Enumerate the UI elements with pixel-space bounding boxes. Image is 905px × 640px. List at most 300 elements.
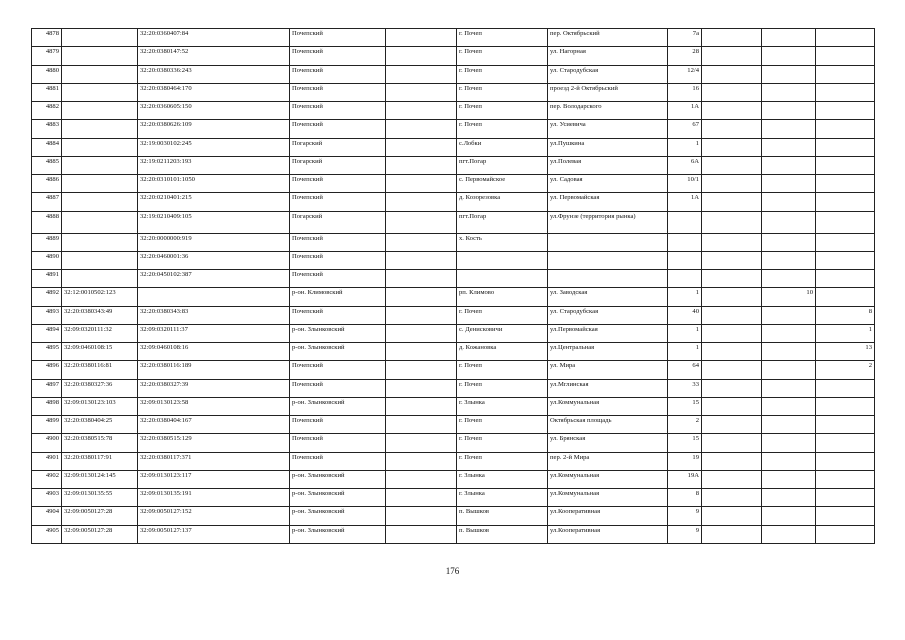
- table-cell: 32:20:0380626:109: [138, 120, 290, 138]
- table-cell: [816, 47, 875, 65]
- table-cell: 1: [668, 343, 702, 361]
- table-cell: пгт.Погар: [457, 156, 548, 174]
- table-cell: [702, 233, 762, 251]
- table-cell: [386, 251, 457, 269]
- table-cell: ул.Центральная: [548, 343, 668, 361]
- table-cell: [762, 156, 816, 174]
- table-cell: ул. Нагорная: [548, 47, 668, 65]
- table-cell: [762, 489, 816, 507]
- table-row: [32, 156, 875, 174]
- table-cell: [668, 270, 702, 288]
- table-cell: п. Вышков: [457, 507, 548, 525]
- table-cell: 16: [668, 83, 702, 101]
- table-cell: [62, 233, 138, 251]
- table-cell: 32:20:0380343:49: [62, 306, 138, 324]
- table-cell: [62, 251, 138, 269]
- table-row: [32, 324, 875, 342]
- table-cell: ул.Мглинская: [548, 379, 668, 397]
- table-cell: [762, 29, 816, 47]
- table-cell: [62, 156, 138, 174]
- table-cell: [62, 29, 138, 47]
- table-cell: 1А: [668, 193, 702, 211]
- table-cell: г. Почеп: [457, 306, 548, 324]
- table-cell: 4903: [32, 489, 62, 507]
- table-cell: Почепский: [290, 306, 386, 324]
- table-cell: [386, 233, 457, 251]
- table-cell: [762, 138, 816, 156]
- table-cell: р-он. Злынковский: [290, 343, 386, 361]
- table-cell: 4890: [32, 251, 62, 269]
- table-cell: ул. Садовая: [548, 175, 668, 193]
- table-cell: [702, 507, 762, 525]
- table-cell: 4897: [32, 379, 62, 397]
- table-cell: г. Почеп: [457, 379, 548, 397]
- table-cell: г. Почеп: [457, 361, 548, 379]
- table-row: [32, 489, 875, 507]
- table-cell: пгт.Погар: [457, 211, 548, 233]
- table-cell: Почепский: [290, 452, 386, 470]
- table-cell: 32:20:0380117:91: [62, 452, 138, 470]
- table-cell: 4881: [32, 83, 62, 101]
- table-cell: [702, 270, 762, 288]
- table-cell: [386, 156, 457, 174]
- table-cell: [548, 270, 668, 288]
- table-cell: [386, 83, 457, 101]
- table-cell: 2: [668, 416, 702, 434]
- table-cell: [702, 65, 762, 83]
- table-cell: [386, 324, 457, 342]
- table-body: [32, 29, 875, 544]
- table-cell: [548, 233, 668, 251]
- table-cell: 32:20:0380404:167: [138, 416, 290, 434]
- table-cell: Почепский: [290, 434, 386, 452]
- table-cell: 4896: [32, 361, 62, 379]
- table-cell: Погарский: [290, 211, 386, 233]
- table-cell: 4887: [32, 193, 62, 211]
- table-cell: 1: [668, 324, 702, 342]
- table-cell: [548, 251, 668, 269]
- table-cell: [816, 416, 875, 434]
- table-row: [32, 379, 875, 397]
- table-cell: г. Почеп: [457, 65, 548, 83]
- table-row: [32, 138, 875, 156]
- table-cell: 32:20:0360407:84: [138, 29, 290, 47]
- table-row: [32, 47, 875, 65]
- table-cell: 4892: [32, 288, 62, 306]
- table-cell: [62, 138, 138, 156]
- data-table: [31, 28, 875, 544]
- table-cell: 9: [668, 525, 702, 543]
- table-cell: [702, 193, 762, 211]
- table-cell: Почепский: [290, 65, 386, 83]
- table-row: [32, 434, 875, 452]
- table-cell: 4898: [32, 397, 62, 415]
- table-cell: ул. Брянская: [548, 434, 668, 452]
- table-cell: [702, 288, 762, 306]
- table-cell: г. Злынка: [457, 489, 548, 507]
- table-cell: д. Кожановка: [457, 343, 548, 361]
- table-cell: 32:20:0450102:387: [138, 270, 290, 288]
- table-cell: [62, 270, 138, 288]
- table-cell: [62, 175, 138, 193]
- table-cell: [702, 47, 762, 65]
- table-cell: 32:09:0050127:28: [62, 525, 138, 543]
- table-cell: [702, 489, 762, 507]
- table-cell: 4888: [32, 211, 62, 233]
- table-cell: 19А: [668, 470, 702, 488]
- table-cell: 64: [668, 361, 702, 379]
- table-cell: 4886: [32, 175, 62, 193]
- table-row: [32, 507, 875, 525]
- table-cell: р-он. Климовский: [290, 288, 386, 306]
- table-cell: 13: [816, 343, 875, 361]
- table-cell: 4902: [32, 470, 62, 488]
- table-cell: 4904: [32, 507, 62, 525]
- table-cell: [762, 102, 816, 120]
- table-cell: [762, 175, 816, 193]
- table-cell: [816, 175, 875, 193]
- table-row: [32, 193, 875, 211]
- table-cell: [702, 434, 762, 452]
- table-cell: [62, 65, 138, 83]
- table-cell: Погарский: [290, 138, 386, 156]
- table-cell: 1А: [668, 102, 702, 120]
- table-cell: [816, 489, 875, 507]
- table-cell: [386, 452, 457, 470]
- table-cell: [386, 102, 457, 120]
- table-cell: Почепский: [290, 29, 386, 47]
- table-cell: 32:09:0320111:37: [138, 324, 290, 342]
- table-cell: Почепский: [290, 47, 386, 65]
- table-cell: [816, 156, 875, 174]
- table-cell: 4889: [32, 233, 62, 251]
- table-cell: [702, 324, 762, 342]
- table-cell: 6А: [668, 156, 702, 174]
- table-cell: [386, 138, 457, 156]
- table-cell: 32:20:0380327:39: [138, 379, 290, 397]
- table-cell: [762, 397, 816, 415]
- table-cell: 4905: [32, 525, 62, 543]
- table-cell: 32:20:0380515:78: [62, 434, 138, 452]
- table-cell: [816, 120, 875, 138]
- table-cell: [62, 102, 138, 120]
- table-cell: Почепский: [290, 361, 386, 379]
- table-cell: 32:20:0460001:36: [138, 251, 290, 269]
- table-cell: 1: [668, 288, 702, 306]
- table-cell: [762, 343, 816, 361]
- table-cell: 4882: [32, 102, 62, 120]
- table-cell: 32:20:0000000:919: [138, 233, 290, 251]
- table-cell: ул.Кооперативная: [548, 507, 668, 525]
- table-cell: [816, 288, 875, 306]
- table-cell: ул. Стародубская: [548, 65, 668, 83]
- table-cell: [762, 233, 816, 251]
- table-cell: [386, 470, 457, 488]
- table-cell: ул.Первомайская: [548, 324, 668, 342]
- table-cell: [702, 138, 762, 156]
- table-cell: [386, 379, 457, 397]
- table-cell: [386, 434, 457, 452]
- table-cell: [386, 47, 457, 65]
- table-cell: ул.Полевая: [548, 156, 668, 174]
- table-row: [32, 102, 875, 120]
- table-cell: Почепский: [290, 270, 386, 288]
- table-cell: ул. Заводская: [548, 288, 668, 306]
- table-cell: пер. 2-й Мира: [548, 452, 668, 470]
- table-cell: [762, 416, 816, 434]
- table-cell: 33: [668, 379, 702, 397]
- table-row: [32, 233, 875, 251]
- table-cell: [386, 489, 457, 507]
- table-row: [32, 211, 875, 233]
- table-cell: [702, 211, 762, 233]
- table-cell: [762, 65, 816, 83]
- table-cell: [702, 102, 762, 120]
- table-cell: Почепский: [290, 251, 386, 269]
- table-cell: [386, 270, 457, 288]
- table-cell: р-он. Злынковский: [290, 489, 386, 507]
- table-cell: [816, 251, 875, 269]
- table-row: [32, 306, 875, 324]
- table-cell: [457, 270, 548, 288]
- table-cell: 32:20:0380116:189: [138, 361, 290, 379]
- table-cell: 4900: [32, 434, 62, 452]
- table-cell: [702, 120, 762, 138]
- table-cell: [386, 65, 457, 83]
- table-cell: [816, 233, 875, 251]
- table-cell: Почепский: [290, 175, 386, 193]
- table-cell: [62, 120, 138, 138]
- table-cell: 32:20:0380327:36: [62, 379, 138, 397]
- table-cell: 4885: [32, 156, 62, 174]
- table-cell: 10: [762, 288, 816, 306]
- table-cell: [386, 193, 457, 211]
- table-cell: р-он. Злынковский: [290, 470, 386, 488]
- table-cell: [62, 211, 138, 233]
- table-cell: п. Вышков: [457, 525, 548, 543]
- table-cell: 19: [668, 452, 702, 470]
- table-cell: 32:20:0380343:83: [138, 306, 290, 324]
- table-cell: [762, 525, 816, 543]
- table-cell: 9: [668, 507, 702, 525]
- table-cell: г. Почеп: [457, 416, 548, 434]
- table-cell: [386, 397, 457, 415]
- table-row: [32, 251, 875, 269]
- table-cell: [668, 233, 702, 251]
- table-cell: 4880: [32, 65, 62, 83]
- table-cell: Почепский: [290, 379, 386, 397]
- table-cell: р-он. Злынковский: [290, 397, 386, 415]
- table-cell: [762, 193, 816, 211]
- table-cell: 4894: [32, 324, 62, 342]
- table-cell: [816, 65, 875, 83]
- table-cell: 1: [668, 138, 702, 156]
- table-row: [32, 397, 875, 415]
- table-cell: 32:09:0050127:137: [138, 525, 290, 543]
- table-cell: 32:20:0380464:170: [138, 83, 290, 101]
- table-cell: 4878: [32, 29, 62, 47]
- table-cell: [762, 507, 816, 525]
- table-cell: [816, 193, 875, 211]
- table-row: [32, 525, 875, 543]
- table-cell: г. Почеп: [457, 120, 548, 138]
- table-cell: [386, 288, 457, 306]
- table-cell: [702, 397, 762, 415]
- table-cell: 4884: [32, 138, 62, 156]
- table-cell: 32:19:0030102:245: [138, 138, 290, 156]
- table-row: [32, 361, 875, 379]
- table-cell: [762, 324, 816, 342]
- table-cell: 1: [816, 324, 875, 342]
- table-cell: [816, 397, 875, 415]
- table-cell: 67: [668, 120, 702, 138]
- table-cell: [702, 343, 762, 361]
- table-cell: 4891: [32, 270, 62, 288]
- table-cell: х. Кость: [457, 233, 548, 251]
- table-cell: 15: [668, 434, 702, 452]
- table-row: [32, 270, 875, 288]
- table-cell: [702, 416, 762, 434]
- table-cell: [816, 270, 875, 288]
- table-cell: [816, 29, 875, 47]
- table-cell: 32:20:0380147:52: [138, 47, 290, 65]
- table-cell: проезд 2-й Октябрьский: [548, 83, 668, 101]
- table-cell: [816, 138, 875, 156]
- table-cell: 32:19:0211203:193: [138, 156, 290, 174]
- table-cell: [702, 361, 762, 379]
- table-row: [32, 416, 875, 434]
- table-cell: 28: [668, 47, 702, 65]
- table-cell: г. Почеп: [457, 102, 548, 120]
- table-cell: ул. Первомайская: [548, 193, 668, 211]
- table-cell: 32:09:0460108:15: [62, 343, 138, 361]
- table-cell: 32:09:0130123:103: [62, 397, 138, 415]
- table-cell: [762, 434, 816, 452]
- table-cell: Погарский: [290, 156, 386, 174]
- table-cell: [762, 361, 816, 379]
- table-cell: р-он. Злынковский: [290, 324, 386, 342]
- table-cell: [762, 270, 816, 288]
- table-cell: 32:19:0210409:105: [138, 211, 290, 233]
- table-cell: [702, 525, 762, 543]
- table-cell: [816, 470, 875, 488]
- table-cell: 32:09:0050127:152: [138, 507, 290, 525]
- table-cell: [386, 306, 457, 324]
- table-cell: [816, 102, 875, 120]
- table-cell: [386, 175, 457, 193]
- table-cell: 32:20:0380515:129: [138, 434, 290, 452]
- table-cell: пер. Октябрьский: [548, 29, 668, 47]
- table-cell: [702, 470, 762, 488]
- table-cell: 32:20:0380336:243: [138, 65, 290, 83]
- page-number: 176: [445, 566, 460, 576]
- table-cell: ул. Усиевича: [548, 120, 668, 138]
- table-cell: [668, 251, 702, 269]
- table-cell: Почепский: [290, 416, 386, 434]
- table-cell: ул. Стародубская: [548, 306, 668, 324]
- table-cell: [457, 251, 548, 269]
- table-cell: [702, 83, 762, 101]
- table-cell: [386, 211, 457, 233]
- table-cell: 10/1: [668, 175, 702, 193]
- table-cell: [816, 525, 875, 543]
- table-cell: с. Первомайское: [457, 175, 548, 193]
- table-cell: р-он. Злынковский: [290, 507, 386, 525]
- table-cell: [816, 452, 875, 470]
- table-cell: 7а: [668, 29, 702, 47]
- table-cell: 32:09:0130123:58: [138, 397, 290, 415]
- table-cell: [762, 470, 816, 488]
- table-row: [32, 83, 875, 101]
- table-cell: г. Почеп: [457, 452, 548, 470]
- table-cell: 4895: [32, 343, 62, 361]
- table-cell: 4883: [32, 120, 62, 138]
- table-cell: ул.Пушкина: [548, 138, 668, 156]
- table-cell: [816, 211, 875, 233]
- table-cell: 32:20:0380404:25: [62, 416, 138, 434]
- table-cell: 4879: [32, 47, 62, 65]
- table-cell: р-он. Злынковский: [290, 525, 386, 543]
- table-cell: [702, 306, 762, 324]
- table-cell: [386, 29, 457, 47]
- table-cell: 4893: [32, 306, 62, 324]
- table-cell: 32:20:0380117:371: [138, 452, 290, 470]
- table-cell: пер. Володарского: [548, 102, 668, 120]
- table-cell: [386, 507, 457, 525]
- table-cell: [762, 211, 816, 233]
- table-cell: 4899: [32, 416, 62, 434]
- table-row: [32, 120, 875, 138]
- table-cell: 12/4: [668, 65, 702, 83]
- table-cell: г. Почеп: [457, 29, 548, 47]
- table-cell: ул. Мира: [548, 361, 668, 379]
- table-cell: с. Денисковичи: [457, 324, 548, 342]
- table-cell: 32:09:0130135:55: [62, 489, 138, 507]
- table-cell: рп. Климово: [457, 288, 548, 306]
- table-cell: 15: [668, 397, 702, 415]
- table-cell: [702, 29, 762, 47]
- table-cell: с.Лобки: [457, 138, 548, 156]
- table-cell: 8: [816, 306, 875, 324]
- table-cell: [386, 343, 457, 361]
- table-cell: 32:12:0010502:123: [62, 288, 138, 306]
- table-cell: [762, 83, 816, 101]
- table-row: [32, 343, 875, 361]
- table-cell: [386, 416, 457, 434]
- table-cell: г. Почеп: [457, 47, 548, 65]
- table-cell: г. Почеп: [457, 434, 548, 452]
- table-cell: [702, 452, 762, 470]
- table-cell: 32:20:0210401:215: [138, 193, 290, 211]
- table-cell: Почепский: [290, 193, 386, 211]
- table-cell: 32:09:0130123:117: [138, 470, 290, 488]
- table-cell: [138, 288, 290, 306]
- table-row: [32, 29, 875, 47]
- table-cell: [762, 452, 816, 470]
- table-cell: [386, 361, 457, 379]
- table-cell: [668, 211, 702, 233]
- table-cell: 8: [668, 489, 702, 507]
- table-cell: [762, 379, 816, 397]
- table-cell: [762, 251, 816, 269]
- table-cell: [816, 507, 875, 525]
- table-cell: ул.Коммунальная: [548, 489, 668, 507]
- table-row: [32, 175, 875, 193]
- table-cell: [702, 251, 762, 269]
- table-row: [32, 288, 875, 306]
- table-cell: 32:09:0460108:16: [138, 343, 290, 361]
- table-cell: ул.Фрунзе (территория рынка): [548, 211, 668, 233]
